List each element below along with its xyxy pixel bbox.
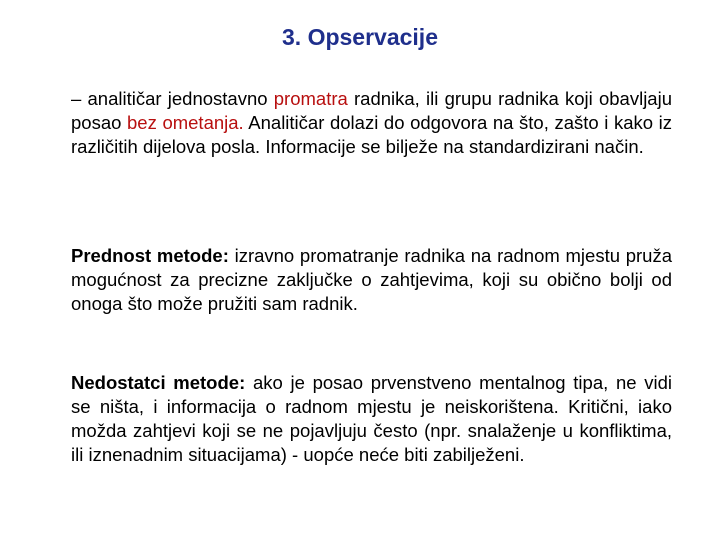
paragraph-definition [71, 87, 672, 159]
paragraph-advantage [71, 244, 672, 316]
disadvantage-text: ako je posao prvenstveno mentalnog tipa, ne vidi se ništa, i informacija o radnom mjestu je neiskorištena. Kritični, iako možda zahtjevi koji se ne pojavljuju često (npr. snalaženje u konfliktima, ili iznenadnim situacijama) - uopće neće biti zabilježeni. [71, 372, 672, 465]
definition-text-start: – analitičar jednostavno [71, 88, 274, 109]
highlight-promatra: promatra [273, 88, 348, 109]
definition-text-middle: radnika, ili grupu radnika koji obavljaju posao [71, 88, 672, 133]
disadvantage-lead: Nedostatci metode: [71, 372, 246, 393]
advantage-lead: Prednost metode: [71, 245, 229, 266]
highlight-bez-ometanja: bez ometanja. [127, 112, 244, 133]
definition-text-end: Analitičar dolazi do odgovora na što, zašto i kako iz različitih dijelova posla. Informacije se bilježe na standardizirani način. [71, 112, 673, 157]
slide-title: 3. Opservacije [282, 24, 438, 50]
paragraph-disadvantage [71, 371, 672, 467]
advantage-text: izravno promatranje radnika na radnom mjestu pruža mogućnost za precizne zaključke o zahtjevima, koji su obično bolji od onoga što može pružiti sam radnik. [71, 245, 672, 314]
